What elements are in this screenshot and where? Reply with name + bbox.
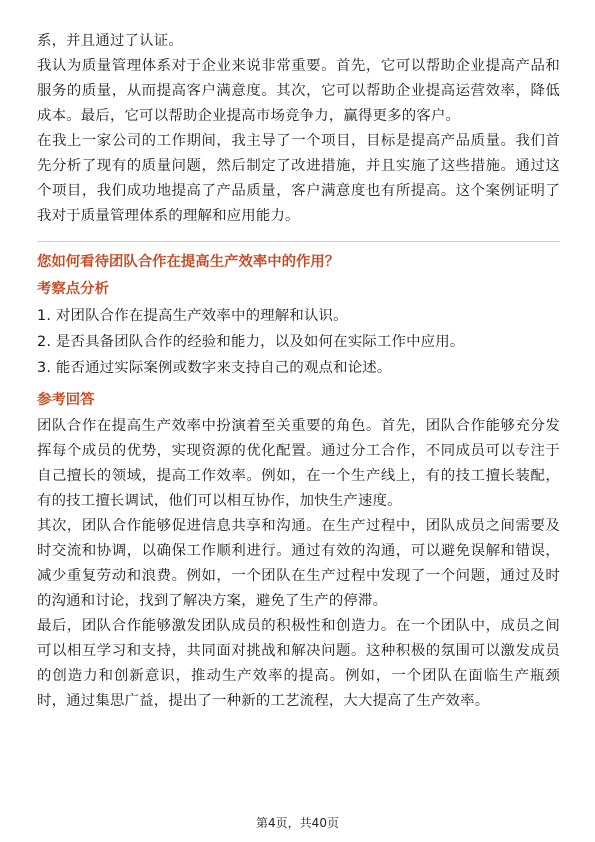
intro-paragraph: 系，并且通过了认证。 <box>37 33 183 49</box>
document-page <box>37 29 560 714</box>
analysis-item: 1. 对团队合作在提高生产效率中的理解和认识。 <box>37 308 348 324</box>
section-divider <box>37 241 560 242</box>
answer-heading: 参考回答 <box>37 392 95 408</box>
intro-paragraph: 我认为质量管理体系对于企业来说非常重要。首先，它可以帮助企业提高产品和服务的质量，从而提高客户满意度。其次，它可以帮助企业提高运营效率，降低成本。最后，它可以帮助企业提高市场竞争力，赢得更多的客户。 <box>37 58 560 124</box>
analysis-item: 2. 是否具备团队合作的经验和能力，以及如何在实际工作中应用。 <box>37 334 465 350</box>
analysis-item: 3. 能否通过实际案例或数字来支持自己的观点和论述。 <box>37 360 392 376</box>
analysis-list <box>37 303 560 381</box>
analysis-heading: 考察点分析 <box>37 281 109 297</box>
intro-paragraph: 在我上一家公司的工作期间，我主导了一个项目，目标是提高产品质量。我们首先分析了现有的质量问题，然后制定了改进措施，并且实施了这些措施。通过这个项目，我们成功地提高了产品质量，客户满意度也有所提高。这个案例证明了我对于质量管理体系的理解和应用能力。 <box>37 133 560 224</box>
question-title: 您如何看待团队合作在提高生产效率中的作用？ <box>37 254 340 270</box>
answer-paragraph: 最后，团队合作能够激发团队成员的积极性和创造力。在一个团队中，成员之间可以相互学习和支持，共同面对挑战和解决问题。这种积极的氛围可以激发成员的创造力和创新意识，推动生产效率的提高。例如，一个团队在面临生产瓶颈时，通过集思广益，提出了一种新的工艺流程，大大提高了生产效率。 <box>37 618 560 709</box>
page-number: 第4页，共40页 <box>256 816 339 830</box>
answer-paragraph: 其次，团队合作能够促进信息共享和沟通。在生产过程中，团队成员之间需要及时交流和协调，以确保工作顺利进行。通过有效的沟通，可以避免误解和错误，减少重复劳动和浪费。例如，一个团队在生产过程中发现了一个问题，通过及时的沟通和讨论，找到了解决方案，避免了生产的停滞。 <box>37 518 560 609</box>
answer-paragraph: 团队合作在提高生产效率中扮演着至关重要的角色。首先，团队合作能够充分发挥每个成员的优势，实现资源的优化配置。通过分工合作，不同成员可以专注于自己擅长的领域，提高工作效率。例如，在一个生产线上，有的技工擅长装配，有的技工擅长调试，他们可以相互协作，加快生产速度。 <box>37 418 560 509</box>
